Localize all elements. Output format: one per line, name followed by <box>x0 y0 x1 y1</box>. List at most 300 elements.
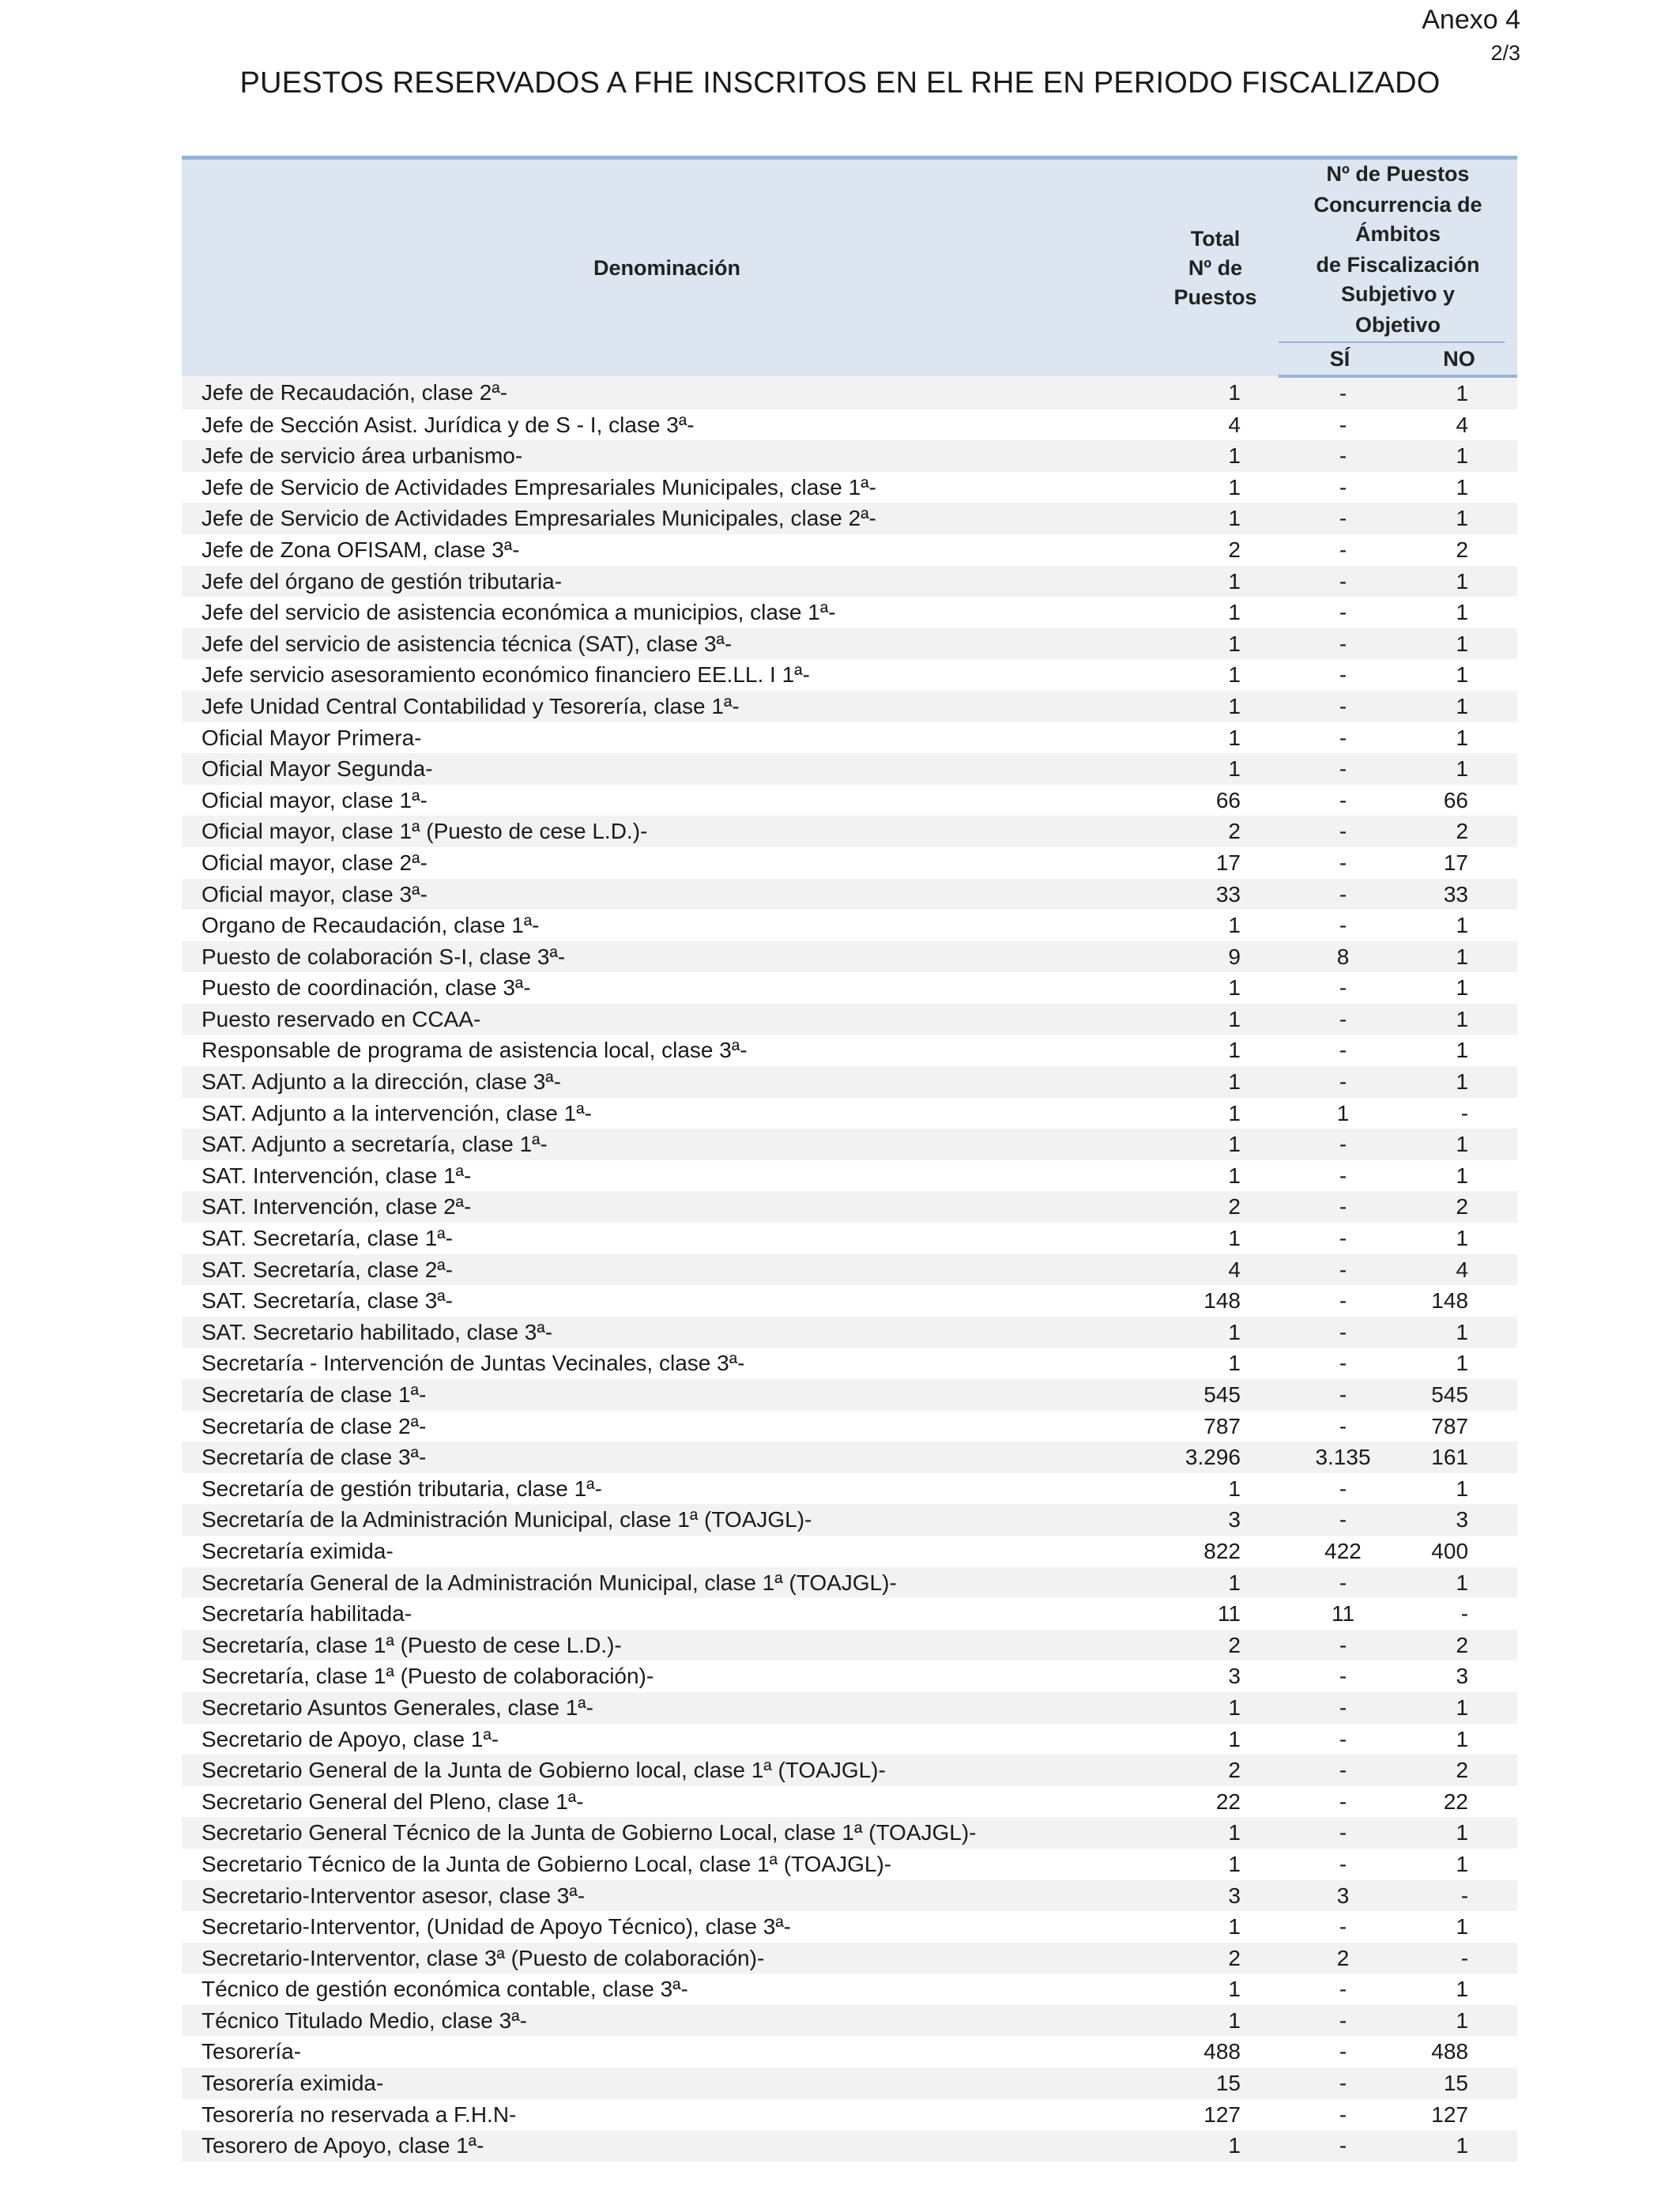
denominacion-cell: Secretaría - Intervención de Juntas Vecinales, clase 3ª- <box>182 1348 1152 1379</box>
total-cell: 2 <box>1152 1943 1279 1974</box>
total-cell: 488 <box>1152 2036 1279 2068</box>
table-row <box>182 847 1517 879</box>
no-cell: 1 <box>1401 1724 1517 1755</box>
denominacion-cell: Secretario de Apoyo, clase 1ª- <box>182 1724 1152 1755</box>
no-cell: 1 <box>1401 1004 1517 1035</box>
total-cell: 1 <box>1152 1817 1279 1849</box>
denominacion-cell: Tesorero de Apoyo, clase 1ª- <box>182 2130 1152 2162</box>
total-cell: 1 <box>1152 910 1279 941</box>
total-cell: 11 <box>1152 1598 1279 1630</box>
denominacion-cell: Jefe de Recaudación, clase 2ª- <box>182 376 1152 409</box>
table-row <box>182 1317 1517 1348</box>
page-title: PUESTOS RESERVADOS A FHE INSCRITOS EN EL RHE EN PERIODO FISCALIZADO <box>239 66 1441 100</box>
table-row <box>182 1692 1517 1724</box>
header-si: SÍ <box>1279 343 1401 376</box>
denominacion-cell: Secretaría de gestión tributaria, clase 1ª- <box>182 1473 1152 1505</box>
total-cell: 1 <box>1152 376 1279 409</box>
no-cell: 1 <box>1401 628 1517 660</box>
denominacion-cell: Secretaría de clase 3ª- <box>182 1442 1152 1473</box>
no-cell: 161 <box>1401 1442 1517 1473</box>
no-cell: 1 <box>1401 566 1517 598</box>
no-cell: 1 <box>1401 659 1517 691</box>
denominacion-cell: SAT. Intervención, clase 2ª- <box>182 1191 1152 1223</box>
si-cell: - <box>1279 816 1401 847</box>
si-cell: - <box>1279 691 1401 722</box>
si-cell: - <box>1279 1504 1401 1536</box>
header-group-line1: Nº de Puestos <box>1326 162 1470 186</box>
total-cell: 2 <box>1152 534 1279 566</box>
si-cell: - <box>1279 1755 1401 1786</box>
denominacion-cell: Secretaría de clase 2ª- <box>182 1411 1152 1442</box>
no-cell: 1 <box>1401 910 1517 941</box>
si-cell: - <box>1279 1724 1401 1755</box>
total-cell: 1 <box>1152 1973 1279 2005</box>
si-cell: - <box>1279 1035 1401 1066</box>
denominacion-cell: Tesorería no reservada a F.H.N- <box>182 2099 1152 2131</box>
total-cell: 1 <box>1152 1317 1279 1348</box>
no-cell: 22 <box>1401 1786 1517 1818</box>
si-cell: 422 <box>1279 1536 1401 1567</box>
total-cell: 1 <box>1152 1004 1279 1035</box>
table-row <box>182 879 1517 910</box>
total-cell: 1 <box>1152 1066 1279 1098</box>
total-cell: 1 <box>1152 1567 1279 1599</box>
no-cell: 1 <box>1401 972 1517 1004</box>
table-row <box>182 440 1517 472</box>
si-cell: - <box>1279 972 1401 1004</box>
table-row <box>182 597 1517 628</box>
denominacion-cell: Técnico de gestión económica contable, clase 3ª- <box>182 1973 1152 2005</box>
denominacion-cell: Jefe de Sección Asist. Jurídica y de S - I, clase 3ª- <box>182 409 1152 441</box>
total-cell: 787 <box>1152 1411 1279 1442</box>
no-cell: 66 <box>1401 785 1517 816</box>
total-cell: 1 <box>1152 472 1279 503</box>
denominacion-cell: Puesto de colaboración S-I, clase 3ª- <box>182 941 1152 973</box>
table-row <box>182 941 1517 973</box>
no-cell: 1 <box>1401 722 1517 754</box>
total-cell: 3.296 <box>1152 1442 1279 1473</box>
denominacion-cell: Jefe de Zona OFISAM, clase 3ª- <box>182 534 1152 566</box>
no-cell: 488 <box>1401 2036 1517 2068</box>
header-no: NO <box>1401 343 1517 376</box>
no-cell: 1 <box>1401 1129 1517 1160</box>
no-cell: 1 <box>1401 1567 1517 1599</box>
no-cell: 1 <box>1401 1317 1517 1348</box>
si-cell: - <box>1279 1129 1401 1160</box>
denominacion-cell: SAT. Secretario habilitado, clase 3ª- <box>182 1317 1152 1348</box>
table-row <box>182 1536 1517 1567</box>
no-cell: 127 <box>1401 2099 1517 2131</box>
total-cell: 33 <box>1152 879 1279 910</box>
denominacion-cell: Oficial mayor, clase 2ª- <box>182 847 1152 879</box>
total-cell: 2 <box>1152 1630 1279 1661</box>
table-row <box>182 1973 1517 2005</box>
table-row <box>182 1911 1517 1943</box>
header-denominacion <box>182 158 1152 377</box>
si-cell: - <box>1279 2005 1401 2037</box>
total-cell: 545 <box>1152 1379 1279 1411</box>
table-row <box>182 1285 1517 1317</box>
no-cell: 33 <box>1401 879 1517 910</box>
total-cell: 4 <box>1152 1254 1279 1286</box>
total-cell: 3 <box>1152 1504 1279 1536</box>
denominacion-cell: Oficial Mayor Segunda- <box>182 753 1152 785</box>
no-cell: 2 <box>1401 1630 1517 1661</box>
total-cell: 1 <box>1152 1035 1279 1066</box>
header-total-line2: Nº de <box>1188 255 1243 280</box>
si-cell: 3 <box>1279 1880 1401 1912</box>
table-row <box>182 785 1517 816</box>
no-cell: 2 <box>1401 816 1517 847</box>
denominacion-cell: Secretario General del Pleno, clase 1ª- <box>182 1786 1152 1818</box>
no-cell: 1 <box>1401 1692 1517 1724</box>
header-group-line4: Objetivo <box>1355 313 1441 337</box>
denominacion-cell: Puesto de coordinación, clase 3ª- <box>182 972 1152 1004</box>
si-cell: - <box>1279 1285 1401 1317</box>
denominacion-cell: Jefe del servicio de asistencia técnica (SAT), clase 3ª- <box>182 628 1152 660</box>
no-cell: 1 <box>1401 472 1517 503</box>
no-cell: 1 <box>1401 1849 1517 1880</box>
table-row <box>182 2005 1517 2037</box>
si-cell: - <box>1279 566 1401 598</box>
no-cell: 2 <box>1401 1191 1517 1223</box>
si-cell: - <box>1279 722 1401 754</box>
si-cell: - <box>1279 1066 1401 1098</box>
header-denominacion-label: Denominación <box>593 255 741 280</box>
no-cell: 3 <box>1401 1504 1517 1536</box>
no-cell: 2 <box>1401 1755 1517 1786</box>
table-row <box>182 2130 1517 2162</box>
table-row <box>182 691 1517 722</box>
total-cell: 1 <box>1152 691 1279 722</box>
denominacion-cell: SAT. Adjunto a la intervención, clase 1ª- <box>182 1098 1152 1129</box>
si-cell: 8 <box>1279 941 1401 973</box>
total-cell: 1 <box>1152 722 1279 754</box>
si-cell: - <box>1279 597 1401 628</box>
si-cell: - <box>1279 440 1401 472</box>
total-cell: 1 <box>1152 1692 1279 1724</box>
si-cell: 11 <box>1279 1598 1401 1630</box>
denominacion-cell: Jefe del órgano de gestión tributaria- <box>182 566 1152 598</box>
no-cell: 787 <box>1401 1411 1517 1442</box>
table-row <box>182 1724 1517 1755</box>
si-cell: - <box>1279 785 1401 816</box>
si-cell: - <box>1279 1223 1401 1254</box>
table-row <box>182 1661 1517 1692</box>
table-row <box>182 722 1517 754</box>
table-row <box>182 1411 1517 1442</box>
no-cell: 17 <box>1401 847 1517 879</box>
table-row <box>182 659 1517 691</box>
si-cell: - <box>1279 1191 1401 1223</box>
no-cell: 1 <box>1401 941 1517 973</box>
no-cell: 1 <box>1401 1973 1517 2005</box>
si-cell: - <box>1279 910 1401 941</box>
no-cell: 4 <box>1401 1254 1517 1286</box>
total-cell: 3 <box>1152 1661 1279 1692</box>
si-cell: - <box>1279 1379 1401 1411</box>
table-row <box>182 910 1517 941</box>
total-cell: 2 <box>1152 1755 1279 1786</box>
total-cell: 1 <box>1152 1724 1279 1755</box>
total-cell: 1 <box>1152 597 1279 628</box>
table-row <box>182 1129 1517 1160</box>
total-cell: 1 <box>1152 2005 1279 2037</box>
denominacion-cell: Secretaría habilitada- <box>182 1598 1152 1630</box>
si-cell: - <box>1279 847 1401 879</box>
denominacion-cell: Secretario-Interventor, clase 3ª (Puesto de colaboración)- <box>182 1943 1152 1974</box>
si-cell: - <box>1279 1817 1401 1849</box>
denominacion-cell: SAT. Secretaría, clase 3ª- <box>182 1285 1152 1317</box>
table-row <box>182 972 1517 1004</box>
table-row <box>182 1004 1517 1035</box>
total-cell: 1 <box>1152 2130 1279 2162</box>
total-cell: 9 <box>1152 941 1279 973</box>
total-cell: 4 <box>1152 409 1279 441</box>
denominacion-cell: Jefe de Servicio de Actividades Empresariales Municipales, clase 2ª- <box>182 503 1152 534</box>
denominacion-cell: SAT. Adjunto a la dirección, clase 3ª- <box>182 1066 1152 1098</box>
si-cell: - <box>1279 1661 1401 1692</box>
header-total-line1: Total <box>1190 226 1241 251</box>
no-cell: 1 <box>1401 503 1517 534</box>
denominacion-cell: SAT. Intervención, clase 1ª- <box>182 1160 1152 1192</box>
no-cell: 1 <box>1401 1817 1517 1849</box>
total-cell: 1 <box>1152 1911 1279 1943</box>
si-cell: 1 <box>1279 1098 1401 1129</box>
no-cell: 148 <box>1401 1285 1517 1317</box>
table-row <box>182 1880 1517 1912</box>
si-cell: - <box>1279 1630 1401 1661</box>
denominacion-cell: SAT. Secretaría, clase 1ª- <box>182 1223 1152 1254</box>
header-group-line3: de Fiscalización Subjetivo y <box>1316 253 1480 306</box>
total-cell: 1 <box>1152 1129 1279 1160</box>
denominacion-cell: Oficial Mayor Primera- <box>182 722 1152 754</box>
denominacion-cell: Secretario-Interventor asesor, clase 3ª- <box>182 1880 1152 1912</box>
si-cell: - <box>1279 1317 1401 1348</box>
total-cell: 1 <box>1152 659 1279 691</box>
total-cell: 148 <box>1152 1285 1279 1317</box>
header-total-line3: Puestos <box>1173 285 1257 309</box>
no-cell: 1 <box>1401 2005 1517 2037</box>
table-header <box>182 158 1517 377</box>
total-cell: 2 <box>1152 816 1279 847</box>
si-cell: - <box>1279 1911 1401 1943</box>
si-cell: - <box>1279 879 1401 910</box>
total-cell: 1 <box>1152 1098 1279 1129</box>
no-cell: 1 <box>1401 1348 1517 1379</box>
total-cell: 1 <box>1152 1473 1279 1505</box>
si-cell: - <box>1279 1473 1401 1505</box>
denominacion-cell: Jefe del servicio de asistencia económica a municipios, clase 1ª- <box>182 597 1152 628</box>
denominacion-cell: Secretaría de clase 1ª- <box>182 1379 1152 1411</box>
total-cell: 3 <box>1152 1880 1279 1912</box>
denominacion-cell: SAT. Adjunto a secretaría, clase 1ª- <box>182 1129 1152 1160</box>
no-cell: 4 <box>1401 409 1517 441</box>
table-row <box>182 2068 1517 2099</box>
total-cell: 66 <box>1152 785 1279 816</box>
table-row <box>182 1755 1517 1786</box>
total-cell: 1 <box>1152 503 1279 534</box>
si-cell: - <box>1279 2068 1401 2099</box>
table-row <box>182 1160 1517 1192</box>
denominacion-cell: Secretario General Técnico de la Junta de Gobierno Local, clase 1ª (TOAJGL)- <box>182 1817 1152 1849</box>
table-row <box>182 1849 1517 1880</box>
denominacion-cell: Oficial mayor, clase 1ª- <box>182 785 1152 816</box>
no-cell: 1 <box>1401 2130 1517 2162</box>
denominacion-cell: Secretaría General de la Administración Municipal, clase 1ª (TOAJGL)- <box>182 1567 1152 1599</box>
header-group-line2: Concurrencia de Ámbitos <box>1313 193 1482 246</box>
denominacion-cell: Secretario Técnico de la Junta de Gobierno Local, clase 1ª (TOAJGL)- <box>182 1849 1152 1880</box>
total-cell: 1 <box>1152 1223 1279 1254</box>
table-row <box>182 1786 1517 1818</box>
total-cell: 2 <box>1152 1191 1279 1223</box>
table-row <box>182 1254 1517 1286</box>
no-cell: - <box>1401 1598 1517 1630</box>
denominacion-cell: Tesorería- <box>182 2036 1152 2068</box>
table-row <box>182 1943 1517 1974</box>
table-row <box>182 1504 1517 1536</box>
no-cell: - <box>1401 1943 1517 1974</box>
no-cell: 1 <box>1401 1911 1517 1943</box>
total-cell: 22 <box>1152 1786 1279 1818</box>
denominacion-cell: Oficial mayor, clase 1ª (Puesto de cese L.D.)- <box>182 816 1152 847</box>
denominacion-cell: Secretaría eximida- <box>182 1536 1152 1567</box>
si-cell: - <box>1279 1692 1401 1724</box>
total-cell: 1 <box>1152 1849 1279 1880</box>
no-cell: - <box>1401 1098 1517 1129</box>
table-row <box>182 1473 1517 1505</box>
table-row <box>182 1098 1517 1129</box>
denominacion-cell: Secretaría, clase 1ª (Puesto de colaboración)- <box>182 1661 1152 1692</box>
si-cell: - <box>1279 1567 1401 1599</box>
total-cell: 15 <box>1152 2068 1279 2099</box>
table-row <box>182 566 1517 598</box>
denominacion-cell: Tesorería eximida- <box>182 2068 1152 2099</box>
denominacion-cell: Secretario Asuntos Generales, clase 1ª- <box>182 1692 1152 1724</box>
si-cell: - <box>1279 753 1401 785</box>
si-cell: - <box>1279 1004 1401 1035</box>
no-cell: 1 <box>1401 1035 1517 1066</box>
table-row <box>182 534 1517 566</box>
denominacion-cell: Secretaría, clase 1ª (Puesto de cese L.D.)- <box>182 1630 1152 1661</box>
table-row <box>182 1066 1517 1098</box>
no-cell: 545 <box>1401 1379 1517 1411</box>
table-row <box>182 503 1517 534</box>
total-cell: 1 <box>1152 1348 1279 1379</box>
table-row <box>182 472 1517 503</box>
table-row <box>182 1223 1517 1254</box>
table-row <box>182 753 1517 785</box>
total-cell: 1 <box>1152 1160 1279 1192</box>
si-cell: 2 <box>1279 1943 1401 1974</box>
table-row <box>182 2099 1517 2131</box>
table-row <box>182 1630 1517 1661</box>
si-cell: - <box>1279 376 1401 409</box>
si-cell: - <box>1279 2130 1401 2162</box>
table-row <box>182 376 1517 409</box>
page-number: 2/3 <box>1490 41 1520 65</box>
si-cell: - <box>1279 534 1401 566</box>
denominacion-cell: Secretario-Interventor, (Unidad de Apoyo Técnico), clase 3ª- <box>182 1911 1152 1943</box>
table-row <box>182 628 1517 660</box>
si-cell: - <box>1279 1849 1401 1880</box>
table-row <box>182 2036 1517 2068</box>
positions-table <box>182 156 1517 2162</box>
si-cell: - <box>1279 2099 1401 2131</box>
si-cell: - <box>1279 472 1401 503</box>
si-cell: - <box>1279 1160 1401 1192</box>
table-row <box>182 1348 1517 1379</box>
denominacion-cell: Técnico Titulado Medio, clase 3ª- <box>182 2005 1152 2037</box>
no-cell: 1 <box>1401 376 1517 409</box>
si-cell: 3.135 <box>1279 1442 1401 1473</box>
denominacion-cell: Puesto reservado en CCAA- <box>182 1004 1152 1035</box>
no-cell: 1 <box>1401 440 1517 472</box>
table-row <box>182 1035 1517 1066</box>
no-cell: 1 <box>1401 1473 1517 1505</box>
total-cell: 1 <box>1152 753 1279 785</box>
total-cell: 1 <box>1152 440 1279 472</box>
no-cell: 1 <box>1401 597 1517 628</box>
denominacion-cell: SAT. Secretaría, clase 2ª- <box>182 1254 1152 1286</box>
table-row <box>182 409 1517 441</box>
si-cell: - <box>1279 1973 1401 2005</box>
header-total <box>1152 158 1279 377</box>
no-cell: - <box>1401 1880 1517 1912</box>
no-cell: 1 <box>1401 1223 1517 1254</box>
denominacion-cell: Secretario General de la Junta de Gobierno local, clase 1ª (TOAJGL)- <box>182 1755 1152 1786</box>
no-cell: 400 <box>1401 1536 1517 1567</box>
denominacion-cell: Organo de Recaudación, clase 1ª- <box>182 910 1152 941</box>
total-cell: 822 <box>1152 1536 1279 1567</box>
si-cell: - <box>1279 1786 1401 1818</box>
denominacion-cell: Jefe Unidad Central Contabilidad y Tesorería, clase 1ª- <box>182 691 1152 722</box>
table-row <box>182 1442 1517 1473</box>
no-cell: 1 <box>1401 691 1517 722</box>
si-cell: - <box>1279 628 1401 660</box>
total-cell: 1 <box>1152 566 1279 598</box>
no-cell: 1 <box>1401 753 1517 785</box>
denominacion-cell: Oficial mayor, clase 3ª- <box>182 879 1152 910</box>
table-row <box>182 816 1517 847</box>
no-cell: 15 <box>1401 2068 1517 2099</box>
si-cell: - <box>1279 1348 1401 1379</box>
header-concurrence-group <box>1279 158 1517 344</box>
si-cell: - <box>1279 503 1401 534</box>
annex-label: Anexo 4 <box>1422 5 1520 35</box>
si-cell: - <box>1279 409 1401 441</box>
denominacion-cell: Responsable de programa de asistencia local, clase 3ª- <box>182 1035 1152 1066</box>
si-cell: - <box>1279 1254 1401 1286</box>
si-cell: - <box>1279 1411 1401 1442</box>
denominacion-cell: Jefe servicio asesoramiento económico financiero EE.LL. I 1ª- <box>182 659 1152 691</box>
denominacion-cell: Secretaría de la Administración Municipal, clase 1ª (TOAJGL)- <box>182 1504 1152 1536</box>
denominacion-cell: Jefe de Servicio de Actividades Empresariales Municipales, clase 1ª- <box>182 472 1152 503</box>
total-cell: 17 <box>1152 847 1279 879</box>
table-row <box>182 1379 1517 1411</box>
denominacion-cell: Jefe de servicio área urbanismo- <box>182 440 1152 472</box>
total-cell: 1 <box>1152 972 1279 1004</box>
no-cell: 2 <box>1401 534 1517 566</box>
table-row <box>182 1598 1517 1630</box>
table-row <box>182 1817 1517 1849</box>
no-cell: 1 <box>1401 1066 1517 1098</box>
si-cell: - <box>1279 2036 1401 2068</box>
table-row <box>182 1191 1517 1223</box>
no-cell: 1 <box>1401 1160 1517 1192</box>
si-cell: - <box>1279 659 1401 691</box>
table-body <box>182 376 1517 2162</box>
